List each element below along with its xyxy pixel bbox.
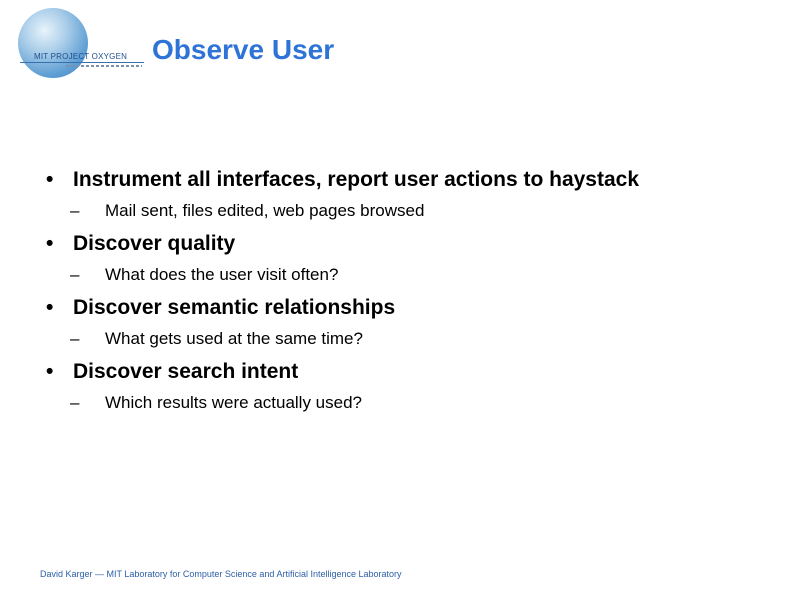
bullet-item xyxy=(46,230,766,286)
bullet-text: Discover quality xyxy=(73,232,236,255)
sub-bullet-text: Which results were actually used? xyxy=(105,393,363,412)
sub-bullet-text: What does the user visit often? xyxy=(105,265,339,284)
bullet-dot-icon: • xyxy=(46,168,54,191)
dash-icon: – xyxy=(70,329,80,348)
logo-subtitle-mark xyxy=(66,65,142,67)
bullet-text: Instrument all interfaces, report user actions to haystack xyxy=(73,168,640,191)
bullet-dot-icon: • xyxy=(46,360,54,383)
logo-text: MIT PROJECT OXYGEN xyxy=(34,52,128,61)
dash-icon: – xyxy=(70,393,80,412)
bullet-dot-icon: • xyxy=(46,232,54,255)
bullet-text: Discover semantic relationships xyxy=(73,296,396,319)
bullet-level2 xyxy=(46,392,766,414)
bullet-level2 xyxy=(46,200,766,222)
sub-bullet-text: What gets used at the same time? xyxy=(105,329,363,348)
bullet-level2 xyxy=(46,328,766,350)
bullet-item xyxy=(46,294,766,350)
bullet-level2 xyxy=(46,264,766,286)
bullet-list xyxy=(46,166,766,422)
logo-underline xyxy=(20,62,144,63)
bullet-text: Discover search intent xyxy=(73,360,299,383)
bullet-item xyxy=(46,166,766,222)
bullet-level1 xyxy=(46,358,766,386)
bullet-level1 xyxy=(46,294,766,322)
bullet-level1 xyxy=(46,230,766,258)
sub-bullet-text: Mail sent, files edited, web pages browsed xyxy=(105,201,425,220)
bullet-level1 xyxy=(46,166,766,194)
dash-icon: – xyxy=(70,265,80,284)
slide-footer: David Karger — MIT Laboratory for Computer Science and Artificial Intelligence Laboratory xyxy=(40,569,402,579)
bullet-dot-icon: • xyxy=(46,296,54,319)
slide-title: Observe User xyxy=(152,34,335,65)
logo-globe-icon xyxy=(18,8,88,78)
bullet-item xyxy=(46,358,766,414)
dash-icon: – xyxy=(70,201,80,220)
mit-oxygen-logo xyxy=(14,8,149,80)
